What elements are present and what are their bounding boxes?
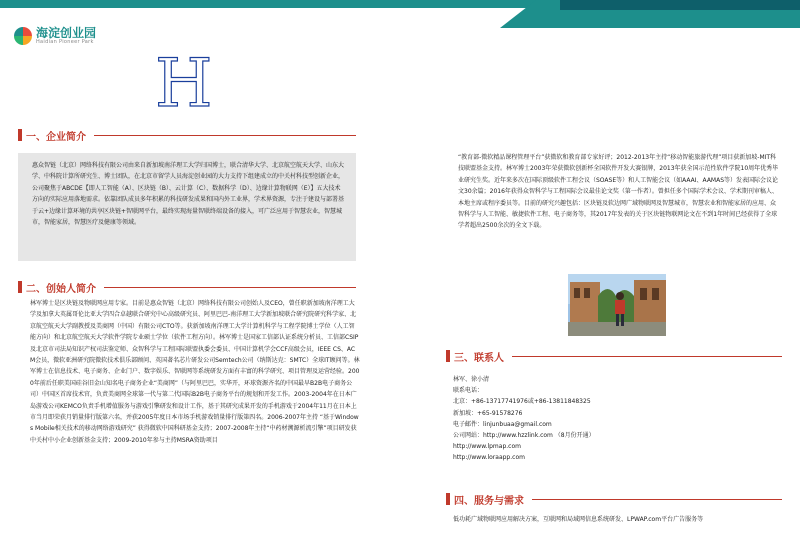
contact-phone-beijing: 北京：+86-13717741976或+86-13811848325 (453, 398, 591, 406)
heading-marker (18, 281, 22, 293)
section-heading-services (446, 490, 782, 508)
header-band-accent (560, 0, 800, 10)
logo-subtitle: Haidian Pioneer Park (36, 39, 94, 45)
services-text-wrap (453, 514, 783, 528)
founder-photo-image (568, 274, 666, 336)
contact-phone-label: 联系电话： (453, 387, 484, 395)
contact-website-loraapp: http://www.loraapp.com (453, 454, 525, 462)
section-heading-company (18, 126, 356, 144)
founder-bio-continued-text: “教育部-微软精品课程管理平台”获微软和教育部专家好评；2012-2013年主持“移动智能旅游代理”项目获新加坡-MIT科技联盟基金支持。林军博士2003年荣获微软创新杯全国软件开发大赛银牌，2013年获全国示范性软件学院10周年优秀毕业研究生奖。近年来多次在国际顶级软件工程会议（SOASE等）和人工智能会议（如AAAI、AAMAS等）发表国际会议论文30余篇；2016年获得众智科学与工程国际会议最佳论文奖（第一作者）。曾担任多个国际学术会议、学术期刊审稿人、本地主席或程序委员等。目前的研究兴趣包括：区块链及软边网广域物联网及智慧城市，智慧农业和智能家居的应用、众智科学与人工智能、敏捷软件工程、电子商务等，其2017年发表的关于区块链物联网论文在不到1年时间已经获得了全球学者超出2500余次的全文下载。 (458, 154, 779, 230)
heading-rule (532, 499, 782, 500)
services-text: 低功耗广域物联网应用解决方案，互联网和局域网信息系统研发、LPWAP.com平台广告服务等 (453, 516, 704, 523)
heading-rule (512, 356, 782, 357)
heading-marker (446, 350, 450, 362)
heading-rule (94, 135, 356, 136)
heading-rule (104, 287, 356, 288)
section-title: 三、联系人 (454, 352, 504, 364)
contact-website-lpmap: http://www.lpmap.com (453, 443, 521, 451)
logo-text: 海淀创业园 (36, 26, 97, 40)
section-title: 四、服务与需求 (454, 495, 524, 507)
founder-bio-text: 林军博士是区块链及物联网应用专家。目前是惠众智链（北京）网络科技有限公司创始人及CEO，曾任职新加坡南洋理工大学及加拿大英属哥伦比亚大学四合卓越联合研究中心高级研究员、阿里巴巴-南洋理工大学新加坡联合研究院研究科学家、北京航空航天大学副教授及美商网（中国）有限公司CTO等。获新加坡南洋理工大学计算机科学与工程学院博士学位（人工智能方向）和北京航空航天大学软件学院专业硕士学位（软件工程方向）。林军博士是国家工信部认证系统分析员、工信部CSIP及北京市司法局知识产权司法鉴定师、众智科学与工程国际联盟执委会委员、中国计算机学会CCF高级会员，IEEE CS、ACM会员，微软亚洲研究院微软技术俱乐部顾问、英国著名芯片研发公司Semtech公司（纳斯达克：SMTC）全球IT顾问等。林军博士在信息技术、电子商务、企业门户、数字娱乐、智联网等系统研发方面有丰富的科学研究、项目管理及运营经验。2000年前后任职美国硅谷旧金山知名电子商务企业“美商网”（与阿里巴巴，实华开，环球资源齐名的中国最早B2B电子商务公司）中国区首席技术官，负责美商网全球第一代与第二代国际B2B电子商务平台的规划和开发工作。2003-2004年在日本广岛游戏公司KEMCO负责手机增值服务与游戏引擎研发和设计工作，基于其研究成果开发的手机游戏于2004年11月在日本上市当月即荣获月销量排行版第六名，并获2005年度日本市场手机游戏销量排行版第四名。2006-2007年主持 “基于Windows Mobile相关技术的移动网络游戏研究” 获得微软中国科研基金支持；2007-2008年主持“中药材溯源析流引擎”项目研发获中关村中小企业创新基金支持；2009-2010年参与主持MSRA资助项目 (30, 300, 360, 444)
section-title: 二、创始人简介 (26, 283, 96, 295)
logo-title (36, 27, 96, 39)
founder-bio (30, 298, 360, 528)
contact-phone-singapore: 新加坡：+65-91578276 (453, 409, 523, 417)
contact-names: 林军、徐小清 (453, 376, 490, 383)
park-logo (14, 22, 96, 50)
section-heading-founder (18, 278, 356, 296)
contact-email: 电子邮件：linjunbuaa@gmail.com (453, 420, 552, 428)
founder-photo (568, 274, 666, 336)
company-intro-text: 惠众智链（北京）网络科技有限公司由来自新加坡南洋理工大学归国博士，联合清华大学、北京航空航天大学、山东大学、中科院计算所研究生、博士团队，在北京市留学人员海淀创业园的大力支持下组建成立的中关村科技型创新企业，公司聚焦于ABCDE【即人工智能（A）、区块链（B）、云计算（C）、数据科学（D）、边缘计算物联网（E）】五大技术方向的实际应用落地需求。依靠团队成员多年积累的科技研发成果和国内外工业界，学术界资源，专注于建设与部署基于云+边缘计算环境的共享区块链+智联网平台，最终实现海量智联终端设备的接入，可广泛应用于智慧农业，智慧城市，智能家居，智慧医疗及健康等领域。 (32, 162, 345, 227)
company-intro-box (18, 153, 356, 261)
heading-marker (18, 129, 22, 141)
heading-marker (446, 493, 450, 505)
section-heading-contact (446, 347, 782, 365)
contact-details (453, 374, 773, 464)
section-title: 一、企业简介 (26, 131, 86, 143)
decorative-letter: H (155, 45, 213, 122)
contact-website: 公司网站：http://www.hzzlink.com （8月份开通） (453, 432, 595, 440)
founder-bio-continued (458, 152, 780, 270)
logo-swirl-icon (14, 27, 32, 45)
